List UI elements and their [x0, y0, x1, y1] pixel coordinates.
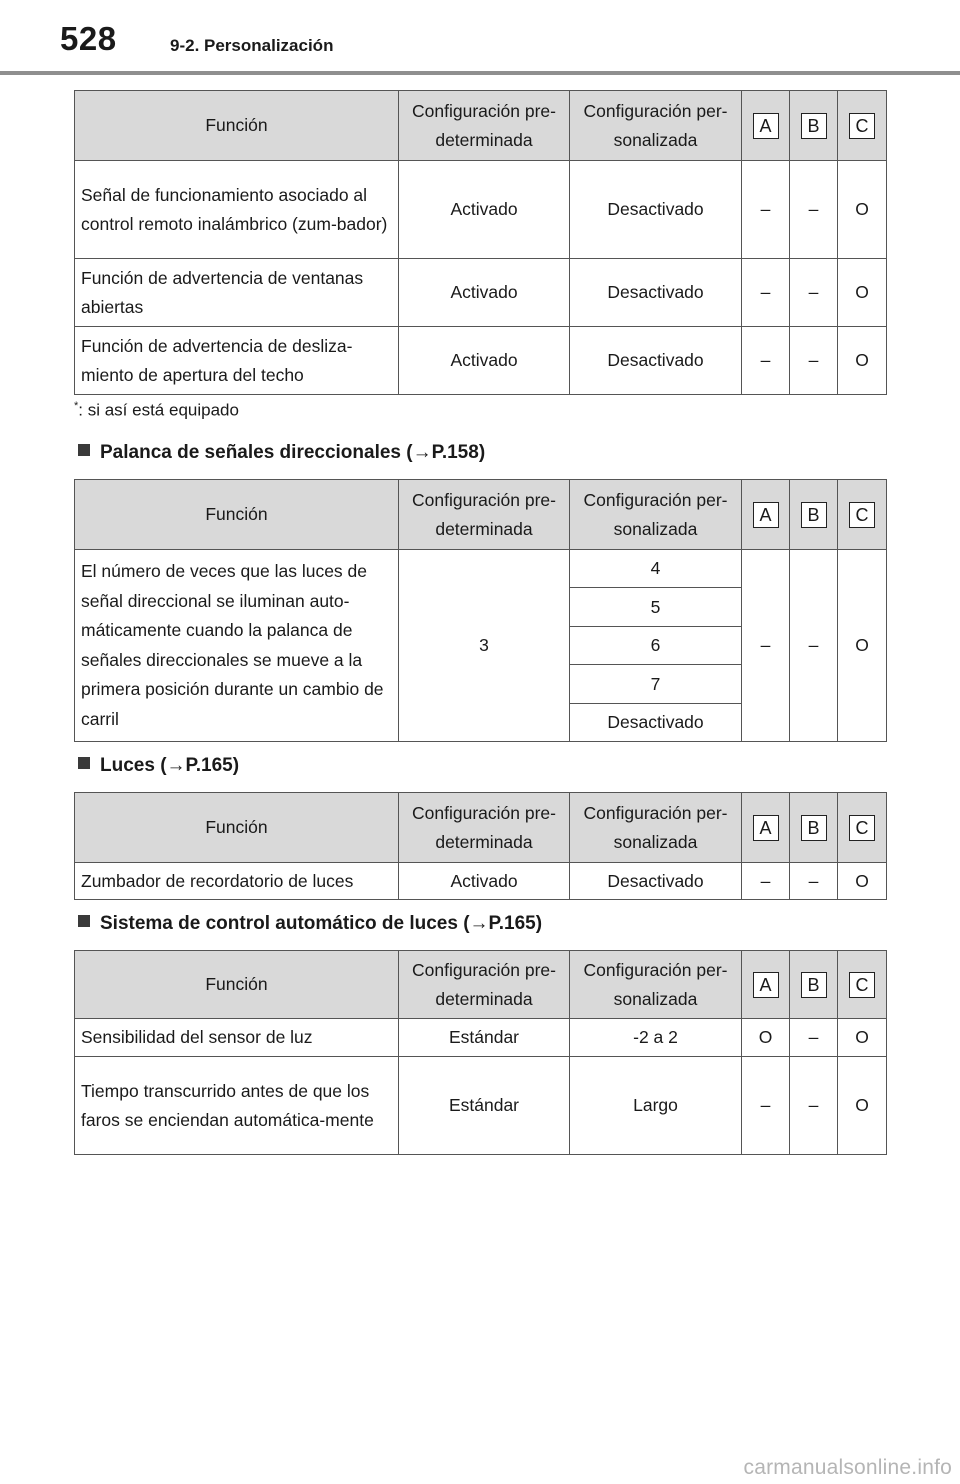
table-remote-functions [74, 90, 887, 395]
col-custom: Configuración per-sonalizada [570, 951, 742, 1019]
subhead-text: Luces (→P.165) [100, 755, 240, 776]
label-b: B [801, 815, 827, 841]
col-custom: Configuración per-sonalizada [570, 91, 742, 161]
col-custom: Configuración per-sonalizada [570, 480, 742, 550]
subhead-text: Palanca de señales direccionales (→P.158) [100, 442, 486, 463]
col-a [742, 480, 790, 550]
label-a: A [753, 815, 779, 841]
cell-default: Estándar [399, 1057, 570, 1155]
cell-function: Señal de funcionamiento asociado al control remoto inalámbrico (zum-bador) [75, 161, 399, 259]
table-auto-lights [74, 950, 887, 1155]
cell-custom-option: 5 [570, 588, 742, 627]
watermark: carmanualsonline.info [743, 1456, 952, 1479]
cell-a: – [742, 550, 790, 742]
label-c: C [849, 972, 875, 998]
col-b [790, 951, 838, 1019]
cell-custom-option: Desactivado [570, 704, 742, 742]
subhead-turn-signal [78, 442, 485, 464]
subhead-auto-lights [78, 913, 542, 935]
col-function: Función [75, 793, 399, 863]
cell-c: O [838, 327, 887, 395]
label-c: C [849, 113, 875, 139]
cell-custom: -2 a 2 [570, 1019, 742, 1057]
col-c [838, 91, 887, 161]
label-b: B [801, 502, 827, 528]
label-c: C [849, 815, 875, 841]
label-a: A [753, 502, 779, 528]
table-header-row [75, 951, 887, 1019]
col-c [838, 793, 887, 863]
table-row [75, 863, 887, 900]
label-b: B [801, 972, 827, 998]
section-title: 9-2. Personalización [170, 36, 334, 55]
table-row [75, 1057, 887, 1155]
table-row [75, 259, 887, 327]
subhead-text: Sistema de control automático de luces (→P.165) [100, 913, 543, 934]
cell-custom: Desactivado [570, 863, 742, 900]
col-b [790, 793, 838, 863]
bullet-square-icon [78, 915, 90, 927]
table-row [75, 550, 887, 588]
col-custom: Configuración per-sonalizada [570, 793, 742, 863]
label-c: C [849, 502, 875, 528]
col-a [742, 951, 790, 1019]
cell-c: O [838, 550, 887, 742]
table-row [75, 327, 887, 395]
cell-default: Activado [399, 863, 570, 900]
cell-b: – [790, 1057, 838, 1155]
cell-custom: Desactivado [570, 161, 742, 259]
cell-function: Función de advertencia de ventanas abiertas [75, 259, 399, 327]
cell-function: El número de veces que las luces de señal direccional se iluminan auto-máticamente cuando la palanca de señales direccionales se mueve a la primera posición durante un cambio de carril [75, 550, 399, 742]
label-a: A [753, 113, 779, 139]
col-function: Función [75, 951, 399, 1019]
cell-c: O [838, 863, 887, 900]
subhead-lights [78, 755, 239, 777]
page-header [0, 0, 960, 76]
cell-default: Activado [399, 259, 570, 327]
col-b [790, 480, 838, 550]
cell-b: – [790, 863, 838, 900]
cell-a: – [742, 327, 790, 395]
cell-c: O [838, 1019, 887, 1057]
bullet-square-icon [78, 757, 90, 769]
table-turn-signal [74, 479, 887, 742]
col-a [742, 91, 790, 161]
cell-c: O [838, 1057, 887, 1155]
cell-function: Zumbador de recordatorio de luces [75, 863, 399, 900]
cell-default: Activado [399, 161, 570, 259]
table-row [75, 1019, 887, 1057]
col-c [838, 480, 887, 550]
cell-a: – [742, 161, 790, 259]
cell-a: – [742, 259, 790, 327]
cell-custom: Largo [570, 1057, 742, 1155]
cell-custom-option: 7 [570, 665, 742, 704]
cell-default: Estándar [399, 1019, 570, 1057]
col-default: Configuración pre-determinada [399, 951, 570, 1019]
cell-b: – [790, 1019, 838, 1057]
cell-function: Tiempo transcurrido antes de que los faros se enciendan automática-mente [75, 1057, 399, 1155]
cell-custom-option: 6 [570, 627, 742, 665]
cell-b: – [790, 259, 838, 327]
cell-custom: Desactivado [570, 327, 742, 395]
cell-default: 3 [399, 550, 570, 742]
label-a: A [753, 972, 779, 998]
label-b: B [801, 113, 827, 139]
col-a [742, 793, 790, 863]
cell-a: – [742, 1057, 790, 1155]
footnote-marker: * [74, 400, 79, 412]
cell-default: Activado [399, 327, 570, 395]
cell-a: O [742, 1019, 790, 1057]
footnote-text: : si así está equipado [78, 400, 239, 420]
header-rule [0, 71, 960, 75]
table-header-row [75, 793, 887, 863]
cell-b: – [790, 161, 838, 259]
col-default: Configuración pre-determinada [399, 793, 570, 863]
col-b [790, 91, 838, 161]
footnote [74, 400, 239, 421]
cell-c: O [838, 161, 887, 259]
bullet-square-icon [78, 444, 90, 456]
col-function: Función [75, 480, 399, 550]
cell-c: O [838, 259, 887, 327]
table-row [75, 161, 887, 259]
col-function: Función [75, 91, 399, 161]
cell-b: – [790, 327, 838, 395]
col-c [838, 951, 887, 1019]
col-default: Configuración pre-determinada [399, 91, 570, 161]
cell-custom: Desactivado [570, 259, 742, 327]
table-header-row [75, 480, 887, 550]
cell-a: – [742, 863, 790, 900]
cell-custom-option: 4 [570, 550, 742, 588]
cell-function: Función de advertencia de desliza-miento de apertura del techo [75, 327, 399, 395]
cell-b: – [790, 550, 838, 742]
table-header-row [75, 91, 887, 161]
page-number: 528 [60, 20, 117, 57]
col-default: Configuración pre-determinada [399, 480, 570, 550]
table-lights [74, 792, 887, 900]
cell-function: Sensibilidad del sensor de luz [75, 1019, 399, 1057]
